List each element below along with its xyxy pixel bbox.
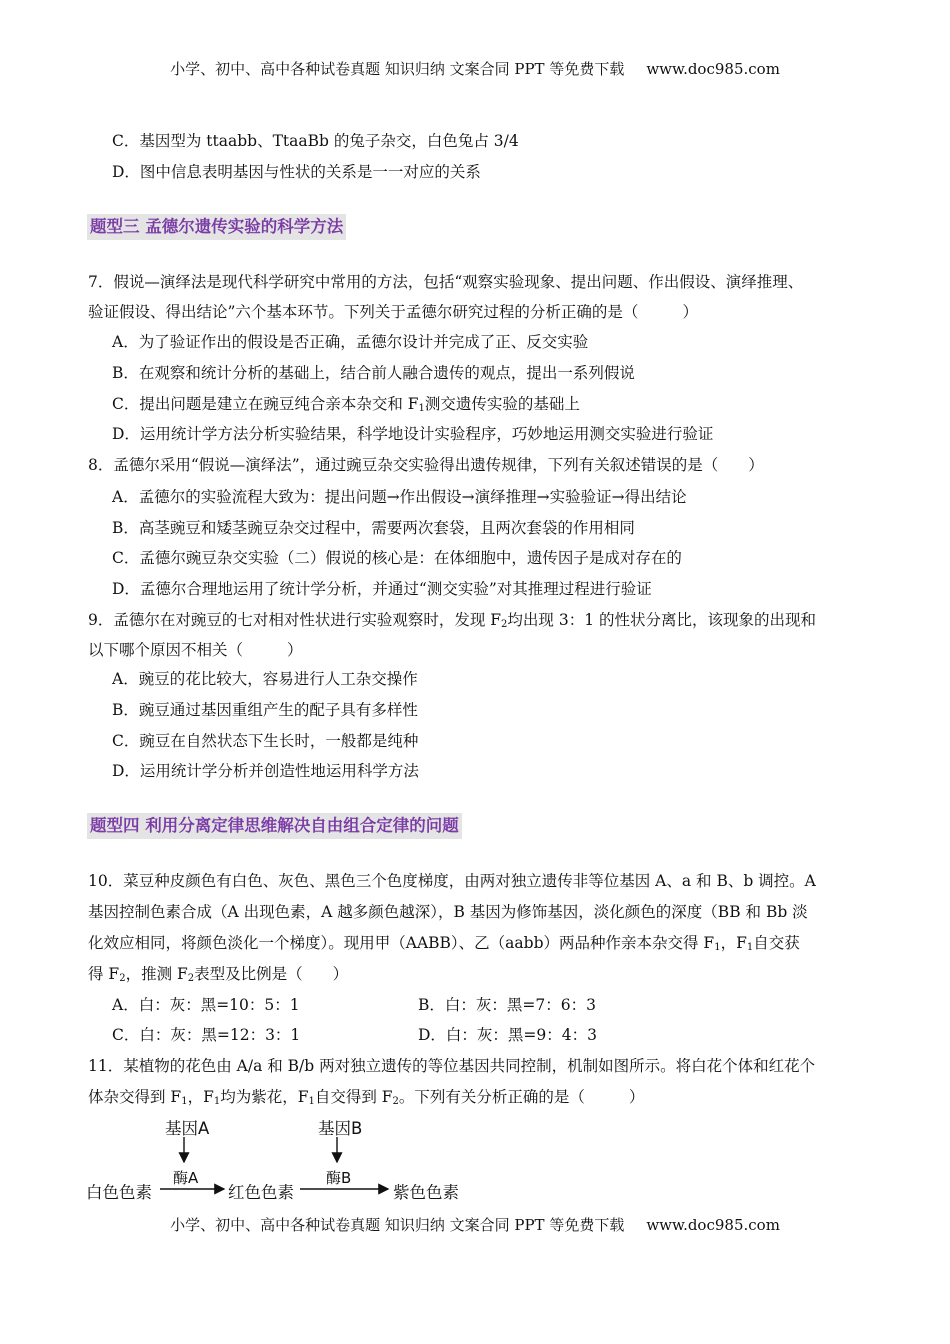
q9-paren-close: ） <box>287 641 303 659</box>
q10-s3-sub1: 1 <box>714 942 721 953</box>
q10-stem-line4 <box>88 964 348 984</box>
q11-stem-line2 <box>88 1087 644 1107</box>
q11-s2-sub1: 1 <box>181 1096 188 1107</box>
q6-option-d: D．图中信息表明基因与性状的关系是一一对应的关系 <box>112 163 481 181</box>
q8-option-a: A．孟德尔的实验流程大致为：提出问题→作出假设→演绎推理→实验验证→得出结论 <box>112 488 687 506</box>
q11-s2-m1: ，F <box>187 1088 214 1106</box>
q9-option-d: D．运用统计学分析并创造性地运用科学方法 <box>112 762 419 780</box>
q7-option-b: B．在观察和统计分析的基础上，结合前人融合遗传的观点，提出一系列假说 <box>112 364 635 382</box>
q9-stem1-pre: 9．孟德尔在对豌豆的七对相对性状进行实验观察时，发现 F <box>88 611 502 629</box>
q9-option-b: B．豌豆通过基因重组产生的配子具有多样性 <box>112 701 418 719</box>
q9-stem-line2 <box>88 640 303 660</box>
gene-a-label: 基因A <box>165 1119 210 1138</box>
gene-b-label: 基因B <box>318 1119 363 1138</box>
q10-option-c: C．白：灰：黑=12：3：1 <box>112 1026 301 1044</box>
q7-option-c <box>112 394 580 414</box>
q10-s3-post: 自交获 <box>753 934 800 952</box>
q10-stem-line3 <box>88 933 800 953</box>
q7-stem-line1: 7．假说—演绎法是现代科学研究中常用的方法，包括“观察实验现象、提出问题、作出假设、演绎推理、 <box>88 273 804 291</box>
enzyme-b-label: 酶B <box>326 1169 352 1187</box>
q7-paren-close: ） <box>682 303 698 321</box>
q11-s2-m3: 自交得到 F <box>314 1088 393 1106</box>
q11-s2-sub2: 1 <box>213 1096 221 1107</box>
q11-s2-sub4: 2 <box>392 1096 399 1107</box>
q10-option-b: B．白：灰：黑=7：6：3 <box>418 996 596 1014</box>
q10-option-d: D．白：灰：黑=9：4：3 <box>418 1026 597 1044</box>
q11-s2-pre: 体杂交得到 F <box>88 1088 182 1106</box>
q8-stem-text: 8．孟德尔采用“假说—演绎法”，通过豌豆杂交实验得出遗传规律，下列有关叙述错误的是（ <box>88 456 719 474</box>
q7-stem-text: 验证假设、得出结论”六个基本环节。下列关于孟德尔研究过程的分析正确的是（ <box>88 303 639 321</box>
red-pigment-label: 红色色素 <box>228 1183 294 1202</box>
q10-s3-sub2: 1 <box>746 942 754 953</box>
q6-option-c: C．基因型为 ttaabb、TtaaBb 的兔子杂交，白色兔占 3/4 <box>112 132 519 150</box>
q7-c-post: 测交遗传实验的基础上 <box>424 395 580 413</box>
q10-s3-mid: ，F <box>720 934 747 952</box>
q11-s2-sub3: 1 <box>308 1096 315 1107</box>
q7-stem-line2 <box>88 302 698 322</box>
q9-option-a: A．豌豆的花比较大，容易进行人工杂交操作 <box>112 670 418 688</box>
q10-s4-sub1: 2 <box>119 973 126 984</box>
white-pigment-label: 白色色素 <box>86 1183 152 1202</box>
footer-url[interactable]: www.doc985.com <box>646 1216 780 1234</box>
page-footer <box>0 1214 950 1235</box>
page-header <box>0 58 950 79</box>
q8-paren-close: ） <box>748 456 764 474</box>
q11-stem-line1: 11．某植物的花色由 A/a 和 B/b 两对独立遗传的等位基因共同控制，机制如图所示。将白花个体和红花个 <box>88 1057 816 1075</box>
section-4-title: 题型四 利用分离定律思维解决自由组合定律的问题 <box>87 813 462 839</box>
q10-s4-mid: ，推测 F <box>125 965 188 983</box>
q8-option-b: B．高茎豌豆和矮茎豌豆杂交过程中，需要两次套袋，且两次套袋的作用相同 <box>112 519 635 537</box>
q11-s2-post: 。下列有关分析正确的是（ <box>398 1088 585 1106</box>
q9-stem1-post: 均出现 3：1 的性状分离比，该现象的出现和 <box>507 611 817 629</box>
q9-stem2-text: 以下哪个原因不相关（ <box>88 641 244 659</box>
q7-option-d: D．运用统计学方法分析实验结果，科学地设计实验程序，巧妙地运用测交实验进行验证 <box>112 425 714 443</box>
q8-option-d: D．孟德尔合理地运用了统计学分析，并通过“测交实验”对其推理过程进行验证 <box>112 580 652 598</box>
header-url[interactable]: www.doc985.com <box>646 60 780 78</box>
q10-option-a: A．白：灰：黑=10：5：1 <box>112 996 300 1014</box>
enzyme-a-label: 酶A <box>173 1169 199 1187</box>
purple-pigment-label: 紫色色素 <box>393 1183 459 1202</box>
q9-stem-line1 <box>88 610 816 630</box>
q9-option-c: C．豌豆在自然状态下生长时，一般都是纯种 <box>112 732 419 750</box>
q10-stem-line1: 10．菜豆种皮颜色有白色、灰色、黑色三个色度梯度，由两对独立遗传非等位基因 A、a 和 B、b 调控。A <box>88 872 816 890</box>
q7-c-sub: 1 <box>418 403 425 414</box>
q8-option-c: C．孟德尔豌豆杂交实验（二）假说的核心是：在体细胞中，遗传因子是成对存在的 <box>112 549 682 567</box>
q9-stem1-sub: 2 <box>501 619 508 630</box>
q10-s3-pre: 化效应相同，将颜色淡化一个梯度）。现用甲（AABB）、乙（aabb）两品种作亲本杂交得 F <box>88 934 715 952</box>
q10-paren-close: ） <box>332 965 349 983</box>
q10-s4-post: 表型及比例是（ <box>194 965 303 983</box>
header-text: 小学、初中、高中各种试卷真题 知识归纳 文案合同 PPT 等免费下载 <box>170 60 625 78</box>
q7-c-pre: C．提出问题是建立在豌豆纯合亲本杂交和 F <box>112 395 419 413</box>
q7-option-a: A．为了验证作出的假设是否正确，孟德尔设计并完成了正、反交实验 <box>112 333 589 351</box>
q10-s4-pre: 得 F <box>88 965 120 983</box>
q11-s2-m2: 均为紫花，F <box>220 1088 309 1106</box>
section-3-title: 题型三 孟德尔遗传实验的科学方法 <box>87 214 346 240</box>
q11-paren-close: ） <box>628 1088 645 1106</box>
q8-stem <box>88 455 764 475</box>
footer-text: 小学、初中、高中各种试卷真题 知识归纳 文案合同 PPT 等免费下载 <box>170 1216 625 1234</box>
q10-s4-sub2: 2 <box>187 973 195 984</box>
q10-stem-line2: 基因控制色素合成（A 出现色素，A 越多颜色越深），B 基因为修饰基因，淡化颜色的深度（BB 和 Bb 淡 <box>88 903 808 921</box>
